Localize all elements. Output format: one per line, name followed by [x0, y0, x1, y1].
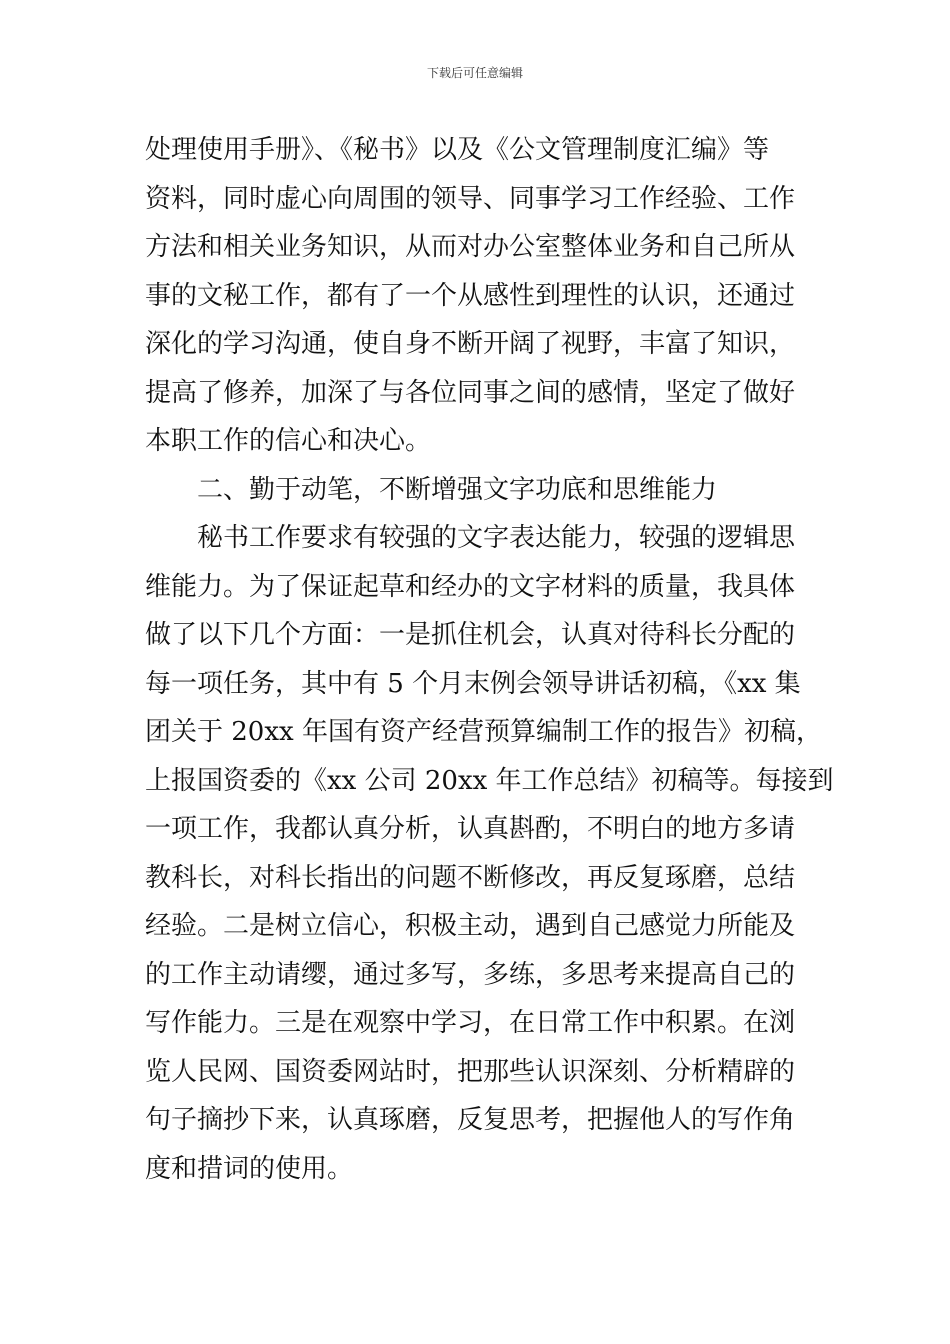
text-line: 一项工作，我都认真分析，认真斟酌，不明白的地方多请 [145, 814, 796, 844]
text-line: 本职工作的信心和决心。 [145, 426, 432, 456]
paragraph-first-line: 秘书工作要求有较强的文字表达能力，较强的逻辑思 [197, 523, 796, 553]
text-line: 上报国资委的《xx 公司 20xx 年工作总结》初稿等。每接到 [145, 765, 834, 796]
text-line: 每一项任务，其中有 5 个月末例会领导讲话初稿，《xx 集 [145, 668, 801, 699]
section-heading: 二、勤于动笔，不断增强文字功底和思维能力 [197, 474, 718, 505]
text-line: 方法和相关业务知识，从而对办公室整体业务和自己所从 [145, 232, 796, 262]
text-line: 度和措词的使用。 [145, 1153, 354, 1184]
text-line: 提高了修养，加深了与各位同事之间的感情，坚定了做好 [145, 377, 796, 408]
text-line: 处理使用手册》、《秘书》以及《公文管理制度汇编》等 [145, 135, 770, 165]
text-line: 做了以下几个方面：一是抓住机会，认真对待科长分配的 [145, 620, 796, 650]
page-header: 下载后可任意编辑 [426, 66, 523, 80]
text-line: 写作能力。三是在观察中学习，在日常工作中积累。在浏 [145, 1008, 796, 1038]
document-body [145, 126, 834, 1193]
text-line: 览人民网、国资委网站时，把那些认识深刻、分析精辟的 [145, 1056, 796, 1087]
text-line: 资料，同时虚心向周围的领导、同事学习工作经验、工作 [145, 183, 796, 214]
text-line: 的工作主动请缨，通过多写，多练，多思考来提高自己的 [145, 959, 796, 990]
text-line: 教科长，对科长指出的问题不断修改，再反复琢磨，总结 [145, 862, 796, 893]
text-line: 深化的学习沟通，使自身不断开阔了视野，丰富了知识， [145, 329, 796, 359]
text-line: 维能力。为了保证起草和经办的文字材料的质量，我具体 [145, 571, 796, 602]
text-line: 事的文秘工作，都有了一个从感性到理性的认识，还通过 [145, 280, 796, 311]
text-line: 团关于 20xx 年国有资产经营预算编制工作的报告》初稿， [145, 717, 822, 747]
text-line: 句子摘抄下来，认真琢磨，反复思考，把握他人的写作角 [145, 1105, 796, 1135]
text-line: 经验。二是树立信心，积极主动，遇到自己感觉力所能及 [145, 911, 796, 941]
